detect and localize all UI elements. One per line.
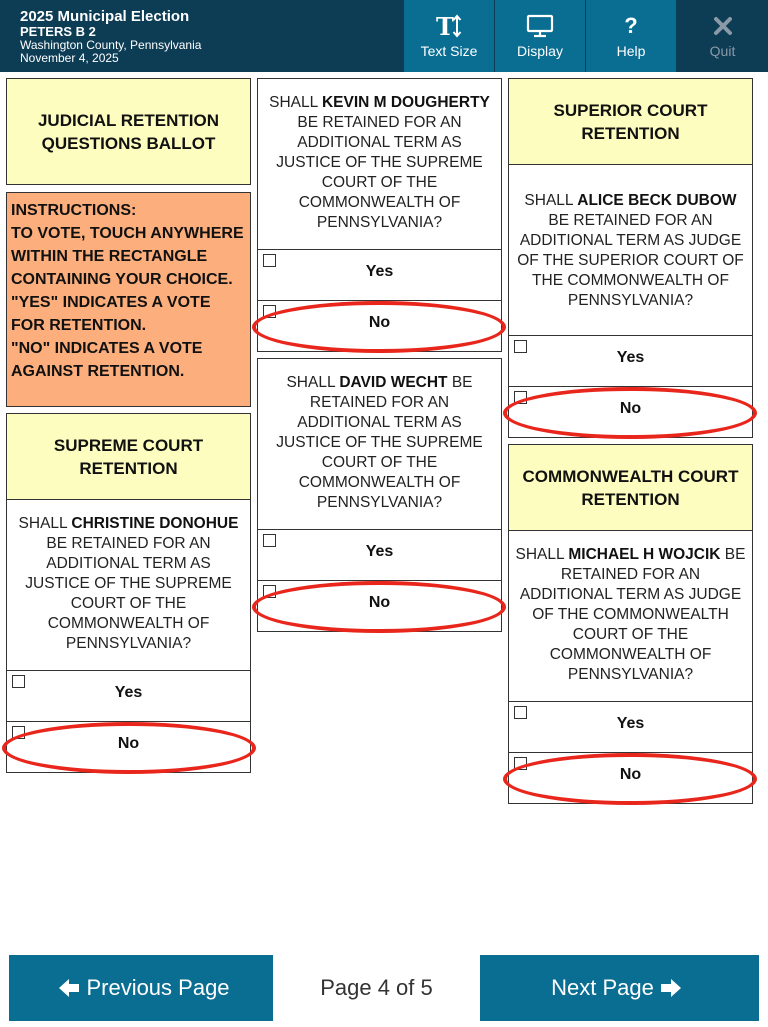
monitor-icon [526, 11, 554, 41]
wecht-yes-option[interactable] [257, 529, 502, 581]
wojcik-no-option[interactable] [508, 752, 753, 804]
dubow-yes-option[interactable] [508, 335, 753, 387]
yes-label: Yes [114, 684, 143, 701]
display-label: Display [517, 43, 563, 59]
question-prefix: SHALL [269, 94, 322, 111]
quit-button[interactable] [676, 0, 768, 72]
dougherty-no-option[interactable] [257, 300, 502, 352]
question-prefix: SHALL [286, 374, 340, 391]
superior-court-heading: SUPERIOR COURT RETENTION [508, 78, 753, 165]
donohue-yes-option[interactable] [6, 670, 251, 722]
candidate-name: CHRISTINE DONOHUE [71, 515, 239, 532]
no-label: No [619, 400, 642, 417]
previous-page-label: Previous Page [86, 975, 230, 1000]
next-page-button[interactable] [480, 955, 759, 1021]
wojcik-yes-option[interactable] [508, 701, 753, 753]
wecht-no-option[interactable] [257, 580, 502, 632]
question-text: BE RETAINED FOR AN ADDITIONAL TERM AS JUDGE OF THE COMMONWEALTH COURT OF THE COMMONWEALTH OF PENNSYLVANIA? [519, 546, 746, 683]
contest-dougherty-question [257, 78, 502, 250]
contest-donohue-question [6, 499, 251, 671]
display-button[interactable] [494, 0, 585, 72]
question-text: BE RETAINED FOR AN ADDITIONAL TERM AS JUSTICE OF THE SUPREME COURT OF THE COMMONWEALTH OF PENNSYLVANIA? [25, 535, 232, 652]
yes-label: Yes [365, 543, 394, 560]
help-label: Help [616, 43, 646, 59]
no-label: No [619, 766, 642, 783]
text-size-icon [435, 11, 463, 41]
question-prefix: SHALL [524, 192, 578, 209]
question-mark-icon: ? [624, 13, 638, 38]
question-prefix: SHALL [18, 515, 72, 532]
candidate-name: ALICE BECK DUBOW [577, 192, 737, 209]
arrow-right-icon [660, 977, 682, 999]
election-info [20, 8, 201, 65]
next-page-label: Next Page [551, 975, 654, 1000]
contest-wojcik-question [508, 530, 753, 702]
question-text: BE RETAINED FOR AN ADDITIONAL TERM AS JUDGE OF THE SUPERIOR COURT OF THE COMMONWEALTH OF PENNSYLVANIA? [517, 212, 744, 309]
yes-label: Yes [365, 263, 394, 280]
contest-wecht-question [257, 358, 502, 530]
yes-label: Yes [616, 715, 645, 732]
instructions-panel: INSTRUCTIONS: TO VOTE, TOUCH ANYWHERE WITHIN THE RECTANGLE CONTAINING YOUR CHOICE. "YES" INDICATES A VOTE FOR RETENTION. "NO" INDICATES A VOTE AGAINST RETENTION. [6, 192, 251, 407]
no-label: No [117, 735, 140, 752]
question-text: BE RETAINED FOR AN ADDITIONAL TERM AS JUSTICE OF THE SUPREME COURT OF THE COMMONWEALTH OF PENNSYLVANIA? [276, 374, 483, 511]
no-label: No [368, 594, 391, 611]
question-text: BE RETAINED FOR AN ADDITIONAL TERM AS JUSTICE OF THE SUPREME COURT OF THE COMMONWEALTH OF PENNSYLVANIA? [276, 114, 483, 231]
contest-dubow-question [508, 164, 753, 336]
dubow-no-option[interactable] [508, 386, 753, 438]
ballot-title: JUDICIAL RETENTION QUESTIONS BALLOT [6, 78, 251, 185]
yes-label: Yes [616, 349, 645, 366]
help-button[interactable] [585, 0, 676, 72]
top-bar [0, 0, 768, 72]
arrow-left-icon [58, 977, 80, 999]
question-prefix: SHALL [515, 546, 569, 563]
supreme-court-heading: SUPREME COURT RETENTION [6, 413, 251, 500]
candidate-name: KEVIN M DOUGHERTY [321, 94, 490, 111]
election-date: November 4, 2025 [20, 51, 119, 65]
donohue-no-option[interactable] [6, 721, 251, 773]
quit-label: Quit [709, 43, 736, 59]
commonwealth-court-heading: COMMONWEALTH COURT RETENTION [508, 444, 753, 531]
precinct-name: PETERS B 2 [20, 24, 96, 39]
candidate-name: MICHAEL H WOJCIK [568, 546, 721, 563]
text-size-label: Text Size [420, 43, 478, 59]
page-indicator: Page 4 of 5 [320, 975, 433, 1000]
election-title: 2025 Municipal Election [20, 8, 190, 25]
svg-text:T: T [436, 13, 454, 39]
county-name: Washington County, Pennsylvania [20, 38, 202, 52]
text-size-button[interactable] [403, 0, 494, 72]
previous-page-button[interactable] [9, 955, 273, 1021]
no-label: No [368, 314, 391, 331]
candidate-name: DAVID WECHT [339, 374, 448, 391]
dougherty-yes-option[interactable] [257, 249, 502, 301]
close-icon [713, 11, 733, 41]
